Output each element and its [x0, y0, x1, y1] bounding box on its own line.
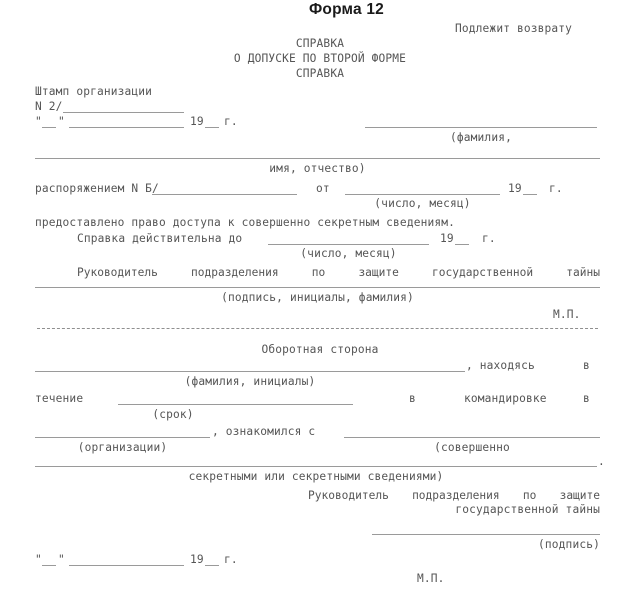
- back-head-of-department-title-line-1: [308, 489, 600, 503]
- back-seal-label: М.П.: [417, 572, 445, 585]
- back-date-day-blank[interactable]: [42, 565, 56, 566]
- back-in-word-2: в: [409, 392, 416, 405]
- being-in-label: , находясь: [466, 359, 535, 372]
- front-head-word-0: Руководитель: [77, 266, 158, 279]
- back-date-quote-open: ": [35, 553, 42, 566]
- document-title-line-2: О ДОПУСКЕ ПО ВТОРОЙ ФОРМЕ: [233, 52, 407, 65]
- back-date-year-prefix: 19: [190, 553, 204, 566]
- caption-top-secret-open: (совершенно: [434, 441, 510, 454]
- back-in-word-3: в: [583, 392, 590, 405]
- back-signature-blank[interactable]: [372, 534, 600, 535]
- front-date-year-prefix: 19: [190, 115, 204, 128]
- caption-day-month-2: (число, месяц): [300, 247, 397, 260]
- document-title-line-3: СПРАВКА: [295, 67, 345, 80]
- order-year-suffix: г.: [549, 182, 563, 195]
- front-date-month-blank[interactable]: [69, 127, 184, 128]
- order-year-prefix: 19: [508, 182, 522, 195]
- term-blank[interactable]: [118, 404, 353, 405]
- valid-until-blank[interactable]: [268, 244, 429, 245]
- front-seal-label: М.П.: [553, 308, 581, 321]
- back-head-word-2: по: [522, 489, 537, 502]
- certificate-number-prefix: N 2/: [35, 100, 63, 113]
- front-head-word-5: тайны: [566, 266, 600, 279]
- front-head-word-4: государственной: [432, 266, 534, 279]
- organization-blank[interactable]: [35, 437, 210, 438]
- caption-day-month-1: (число, месяц): [374, 197, 471, 210]
- familiarized-with-label: , ознакомился с: [212, 425, 316, 438]
- during-label: течение: [35, 392, 84, 405]
- valid-until-year-prefix: 19: [440, 232, 454, 245]
- back-date-quote-close: ": [58, 553, 65, 566]
- front-head-word-2: по: [311, 266, 326, 279]
- order-number-blank[interactable]: [152, 194, 297, 195]
- caption-signature: (подпись): [538, 538, 600, 551]
- front-date-year-blank[interactable]: [205, 127, 219, 128]
- back-head-word-3: защите: [559, 489, 600, 502]
- caption-term: (срок): [152, 408, 194, 421]
- name-patronymic-blank[interactable]: [35, 158, 600, 159]
- surname-blank[interactable]: [365, 127, 597, 128]
- document-title-line-1: СПРАВКА: [295, 37, 345, 50]
- back-surname-initials-blank[interactable]: [35, 371, 465, 372]
- back-head-of-department-title-line-2: государственной тайны: [455, 503, 600, 516]
- secret-info-blank[interactable]: [35, 466, 597, 467]
- back-head-word-0: Руководитель: [308, 489, 389, 502]
- return-notice: Подлежит возврату: [455, 22, 573, 35]
- back-side-heading: Оборотная сторона: [261, 343, 379, 356]
- valid-until-year-suffix: г.: [482, 232, 496, 245]
- caption-name-patronymic: имя, отчество): [269, 162, 366, 175]
- access-granted-text: предоставлено право доступа к совершенно секретным сведениям.: [35, 216, 456, 229]
- front-date-day-blank[interactable]: [42, 127, 56, 128]
- back-date-month-blank[interactable]: [69, 565, 184, 566]
- caption-secret-info-close: секретными или секретными сведениями): [188, 470, 444, 483]
- form-number-title: Форма 12: [309, 1, 384, 18]
- trailing-period: .: [598, 455, 605, 468]
- front-head-word-1: подразделения: [191, 266, 279, 279]
- front-date-quote-close: ": [58, 115, 65, 128]
- front-head-word-3: защите: [358, 266, 399, 279]
- back-date-year-blank[interactable]: [205, 565, 219, 566]
- secrecy-level-blank[interactable]: [344, 437, 600, 438]
- order-from-label: от: [316, 182, 330, 195]
- caption-signature-initials-surname: (подпись, инициалы, фамилия): [221, 291, 414, 304]
- front-date-year-suffix: г.: [224, 115, 238, 128]
- caption-organization: (организации): [77, 441, 168, 454]
- back-head-word-1: подразделения: [412, 489, 500, 502]
- valid-until-label: Справка действительна до: [77, 232, 243, 245]
- order-date-blank[interactable]: [345, 194, 500, 195]
- business-trip-label: командировке: [464, 392, 547, 405]
- order-prefix-label: распоряжением N Б/: [35, 182, 159, 195]
- order-year-blank[interactable]: [523, 194, 537, 195]
- valid-until-year-blank[interactable]: [455, 244, 469, 245]
- page-separator: [37, 328, 598, 329]
- caption-surname: (фамилия,: [450, 131, 512, 144]
- front-date-quote-open: ": [35, 115, 42, 128]
- front-head-of-department-title: [77, 266, 600, 280]
- certificate-number-blank[interactable]: [63, 112, 184, 113]
- back-date-year-suffix: г.: [224, 553, 238, 566]
- front-signature-blank[interactable]: [35, 287, 600, 288]
- caption-surname-initials: (фамилия, инициалы): [184, 375, 316, 388]
- organization-stamp-label: Штамп организации: [35, 85, 153, 98]
- back-in-word-1: в: [583, 359, 590, 372]
